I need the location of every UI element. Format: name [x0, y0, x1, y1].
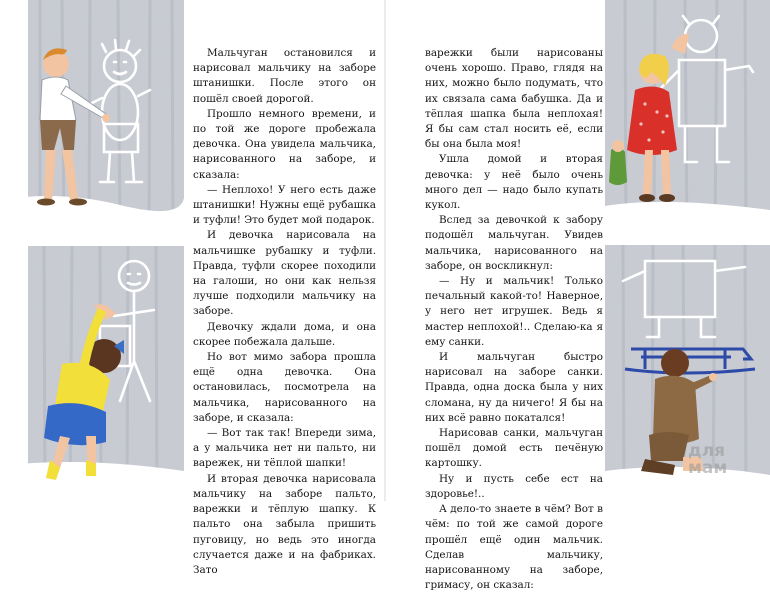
paragraph: И мальчуган быстро нарисовал на заборе санки. Правда, одна доска была у них сломана, ну да ничего! Я бы на них всё равно покатался!: [425, 351, 603, 424]
watermark-logo: [688, 443, 768, 477]
paragraph: варежки были нарисованы очень хорошо. Право, глядя на них, можно было подумать, что их связала сама бабушка. Да и тёплая шапка была неплохая! Я бы сам стал носить её, если бы она была моя!: [425, 47, 603, 151]
illustration-boy-drawing: [0, 0, 184, 232]
watermark-text: мам: [688, 458, 728, 478]
illustration-girl-blue: [0, 246, 184, 501]
paragraph: И девочка нарисовала на мальчишке рубашку и туфли. Правда, туфли скорее походили на галоши, но они как нельзя лучше подходили мальчику на заборе.: [193, 229, 376, 318]
watermark-text: для: [688, 441, 726, 461]
paragraph: Нарисовав санки, мальчуган пошёл домой есть печёную картошку.: [425, 427, 603, 470]
paragraph: Прошло немного времени, и по той же дороге пробежала девочка. Она увидела мальчика, нарисованного на заборе, и сказала:: [193, 107, 376, 181]
paragraph: — Неплохо! У него есть даже штанишки! Нужны ещё рубашка и туфли! Это будет мой подарок.: [193, 183, 376, 227]
illustration-girl-red: [605, 0, 770, 232]
paragraph: Но вот мимо забора прошла ещё одна девочка. Она остановилась, посмотрела на мальчика, нарисованного на заборе, и сказала:: [193, 351, 376, 424]
paragraph: А дело-то знаете в чём? Вот в чём: по той же самой дороге прошёл ещё один мальчик. Сделав мальчику, нарисованному на заборе, гримасу, он сказал:: [425, 503, 603, 592]
text-column-right: [425, 46, 603, 593]
paragraph: Вслед за девочкой к забору подошёл мальчуган. Увидев мальчика, нарисованного на заборе, он воскликнул:: [425, 214, 603, 272]
fence-drawing-image: [0, 0, 184, 232]
paragraph: — Вот так так! Впереди зима, а у мальчика нет ни пальто, ни варежек, ни тёплой шапки!: [193, 427, 376, 470]
paragraph: Ушла домой и вторая девочка: у неё было очень много дел — надо было купать кукол.: [425, 153, 603, 212]
paragraph: И вторая девочка нарисовала мальчику на заборе пальто, варежки и тёплую шапку. К пальто она забыла пришить пуговицу, но ведь это иногда случается даже и на фабриках. Зато: [193, 472, 376, 576]
text-column-left: [193, 46, 376, 578]
fence-drawing-image: [0, 246, 184, 501]
page-gutter: [384, 0, 386, 501]
paragraph: Ну и пусть себе ест на здоровье!..: [425, 472, 603, 500]
paragraph: Мальчуган остановился и нарисовал мальчику на заборе штанишки. После этого он пошёл своей дорогой.: [193, 47, 376, 105]
paragraph: Девочку ждали дома, и она скорее побежала дальше.: [193, 320, 376, 348]
paragraph: — Ну и мальчик! Только печальный какой-то! Наверное, у него нет игрушек. Ведь я мастер неплохой!.. Сделаю-ка я ему санки.: [425, 275, 603, 348]
fence-drawing-image: [605, 0, 770, 232]
